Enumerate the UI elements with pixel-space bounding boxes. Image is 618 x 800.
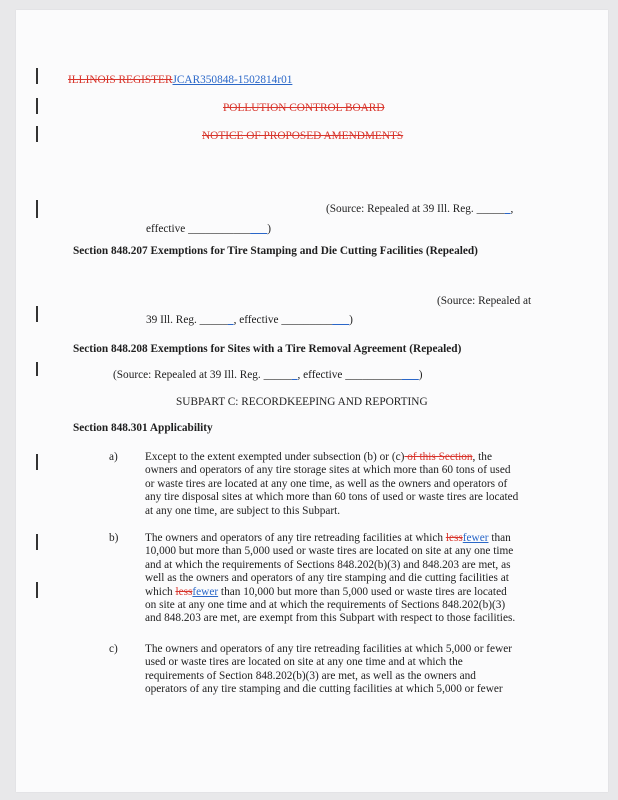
source-note-cont: effective ______________) [146,223,271,235]
change-bar [36,362,38,376]
subsection-c: The owners and operators of any tire retreading facilities at which 5,000 or fewer used or waste tires are located on site at any one time and at which the requirements of Section 848.202(b)(3) are met, as well as the owners and operators of any tire stamping and die cutting facilities at which 5,000 or fewer [145,643,513,696]
change-bar [36,200,38,218]
source-note-cont: 39 Ill. Reg. ______, effective ____________) [146,314,353,326]
section-heading: Section 848.207 Exemptions for Tire Stamping and Die Cutting Facilities (Repealed) [73,245,478,257]
deleted-text: ILLINOIS REGISTER [68,74,173,86]
change-bar [36,582,38,598]
subsection-label: b) [109,532,119,544]
change-bar [36,306,38,322]
change-bar [36,126,38,142]
section-heading: Section 848.301 Applicability [73,422,213,434]
source-note: (Source: Repealed at 39 Ill. Reg. ______, effective _____________) [113,369,423,381]
section-heading: Section 848.208 Exemptions for Sites with a Tire Removal Agreement (Repealed) [73,343,462,355]
change-bar [36,454,38,470]
document-page [16,10,608,792]
inserted-text: JCAR350848-1502814r01 [172,74,293,86]
notice-header [202,130,403,143]
deleted-text: POLLUTION CONTROL BOARD [223,102,385,114]
subsection-label: a) [109,451,118,463]
source-note: (Source: Repealed at [437,295,532,307]
subsection-a: Except to the extent exempted under subsection (b) or (c) of this Section, the owners and operators of any tire storage sites at which more than 60 tons of used or waste tires are located at any one time, as well as the owners and operators of any tire disposal sites at which more than 60 tons of used or waste tires are located at any one time, are subject to this Subpart. [145,451,519,517]
change-bar [36,68,38,84]
board-header [223,102,385,115]
change-bar [36,534,38,550]
subsection-label: c) [109,643,118,655]
deleted-text: NOTICE OF PROPOSED AMENDMENTS [202,130,404,142]
subsection-b: The owners and operators of any tire retreading facilities at which lessfewer than 10,000 but more than 5,000 used or waste tires are located on site at any one time and at which the requirements of Sections 848.202(b)(3) and 848.203 are met, as well as the owners and operators of any tire stamping and die cutting facilities at which lessfewer than 10,000 but more than 5,000 used or waste tires are located on site at any one time and at which the requirements of Sections 848.202(b)(3) and 848.203 are met, are exempt from this Subpart with respect to those facilities. [145,532,516,625]
subpart-title: SUBPART C: RECORDKEEPING AND REPORTING [176,396,428,408]
change-bar [36,98,38,114]
source-note: (Source: Repealed at 39 Ill. Reg. ______, [326,203,514,215]
register-header [68,74,292,87]
